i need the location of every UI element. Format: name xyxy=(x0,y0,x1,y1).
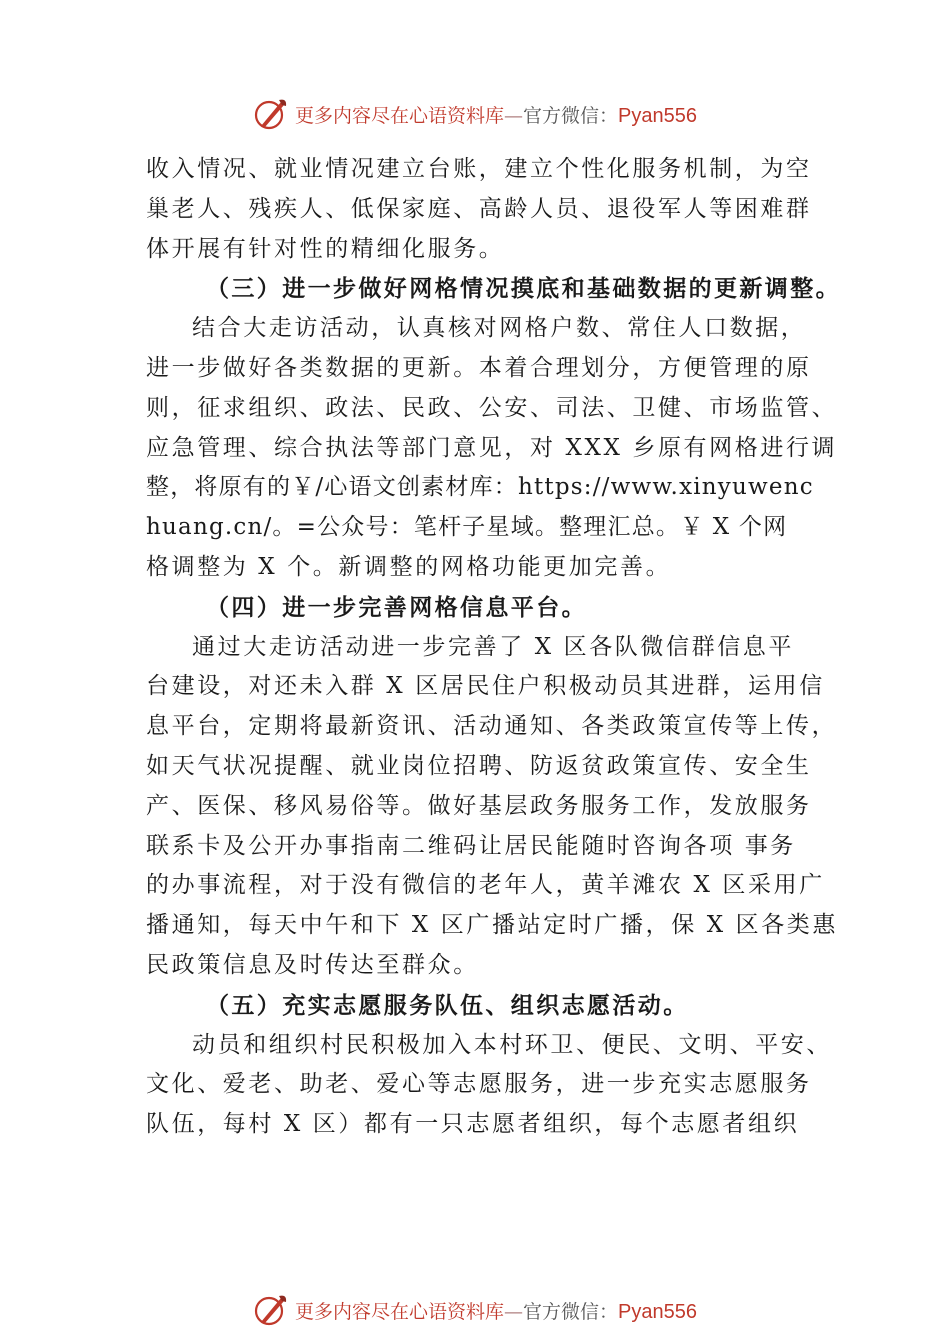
body-line: 巢老人、残疾人、低保家庭、高龄人员、退役军人等困难群 xyxy=(146,195,812,222)
watermark-wechat-id: Pyan556 xyxy=(618,1300,697,1323)
watermark-text xyxy=(295,1297,697,1324)
body-line: 产、医保、移风易俗等。做好基层政务服务工作，发放服务 xyxy=(146,792,812,819)
watermark-dash: — xyxy=(504,1300,524,1323)
watermark-text xyxy=(295,101,697,128)
quill-logo-icon xyxy=(253,1292,289,1328)
body-line: 通过大走访活动进一步完善了 X 区各队微信群信息平 xyxy=(192,633,794,660)
section-heading-5: （五）充实志愿服务队伍、组织志愿活动。 xyxy=(206,991,689,1019)
watermark-wechat-label: 官方微信： xyxy=(523,104,619,127)
watermark-brand: 更多内容尽在心语资料库 xyxy=(295,104,505,127)
body-line: huang.cn/。=公众号：笔杆子星域。整理汇总。￥ X 个网 xyxy=(146,514,788,541)
watermark-wechat-label: 官方微信： xyxy=(523,1300,619,1323)
watermark-wechat-id: Pyan556 xyxy=(618,104,697,127)
body-line: 格调整为 X 个。新调整的网格功能更加完善。 xyxy=(146,553,672,580)
body-line: 整，将原有的￥/心语文创素材库：https://www.xinyuwenc xyxy=(146,474,814,501)
section-heading-3: （三）进一步做好网格情况摸底和基础数据的更新调整。 xyxy=(206,275,841,303)
body-line: 息平台，定期将最新资讯、活动通知、各类政策宣传等上传， xyxy=(146,713,838,740)
body-line: 则，征求组织、政法、民政、公安、司法、卫健、市场监管、 xyxy=(146,394,838,421)
section-heading-4: （四）进一步完善网格信息平台。 xyxy=(206,593,587,621)
body-line: 台建设，对还未入群 X 区居民住户积极动员其进群，运用信 xyxy=(146,673,825,700)
body-line: 动员和组织村民积极加入本村环卫、便民、文明、平安、 xyxy=(192,1031,832,1058)
body-line: 收入情况、就业情况建立台账，建立个性化服务机制，为空 xyxy=(146,156,812,182)
body-line: 队伍，每村 X 区）都有一只志愿者组织，每个志愿者组织 xyxy=(146,1111,800,1138)
body-line: 如天气状况提醒、就业岗位招聘、防返贫政策宣传、安全生 xyxy=(146,752,812,779)
footer-watermark xyxy=(0,1290,950,1330)
watermark-dash: — xyxy=(504,104,524,127)
body-line: 联系卡及公开办事指南二维码让居民能随时咨询各项 事务 xyxy=(146,832,796,859)
header-watermark xyxy=(0,94,950,134)
watermark-brand: 更多内容尽在心语资料库 xyxy=(295,1300,505,1323)
body-line: 应急管理、综合执法等部门意见，对 XXX 乡原有网格进行调 xyxy=(146,434,838,461)
body-line: 进一步做好各类数据的更新。本着合理划分，方便管理的原 xyxy=(146,354,812,381)
body-line: 的办事流程，对于没有微信的老年人，黄羊滩农 X 区采用广 xyxy=(146,872,825,899)
body-line: 民政策信息及时传达至群众。 xyxy=(146,951,479,978)
body-line: 播通知，每天中午和下 X 区广播站定时广播，保 X 区各类惠 xyxy=(146,912,838,939)
body-line: 结合大走访活动，认真核对网格户数、常住人口数据， xyxy=(192,315,807,342)
body-line: 文化、爱老、助老、爱心等志愿服务，进一步充实志愿服务 xyxy=(146,1071,812,1098)
document-body xyxy=(146,150,841,1145)
body-line: 体开展有针对性的精细化服务。 xyxy=(146,235,505,262)
quill-logo-icon xyxy=(253,96,289,132)
